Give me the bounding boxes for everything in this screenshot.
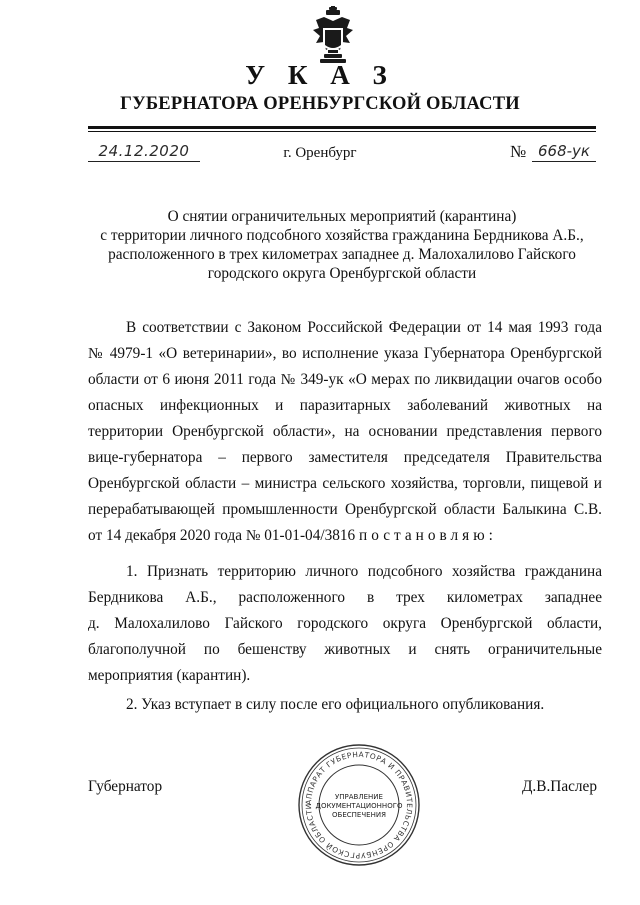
preamble-line: вице-губернатора – первого заместителя председателя Правительства — [88, 449, 602, 466]
subject-line: О снятии ограничительных мероприятий (карантина) — [167, 208, 517, 225]
seal-center-line: ОБЕСПЕЧЕНИЯ — [332, 811, 386, 819]
document-issuer: ГУБЕРНАТОРА ОРЕНБУРГСКОЙ ОБЛАСТИ — [120, 94, 520, 114]
item-2-line: 2. Указ вступает в силу после его официального опубликования. — [126, 696, 545, 713]
official-seal-stamp — [296, 742, 422, 868]
document-title: У К А З — [245, 60, 395, 90]
number-label: № — [510, 142, 527, 161]
item-2 — [88, 692, 602, 718]
decree-word: постановляю: — [359, 527, 497, 544]
preamble-line: перерабатывающей промышленности Оренбургской области Балыкина С.В. — [88, 501, 602, 518]
header-rule — [88, 126, 596, 129]
subject-line: с территории личного подсобного хозяйства гражданина Бердникова А.Б., — [100, 227, 584, 244]
preamble-line: № 4979-1 «О ветеринарии», во исполнение указа Губернатора Оренбургской — [88, 345, 602, 362]
signer-name: Д.В.Паслер — [522, 778, 597, 795]
document-date: 24.12.2020 — [88, 142, 200, 162]
signer-position: Губернатор — [88, 778, 163, 795]
preamble — [88, 315, 602, 549]
coat-of-arms-icon — [310, 6, 356, 64]
seal-center-line: УПРАВЛЕНИЕ — [335, 793, 383, 801]
preamble-line: территории Оренбургской области», на основании представления первого — [88, 423, 602, 440]
item-1 — [88, 559, 602, 689]
preamble-line: В соответствии с Законом Российской Федерации от 14 мая 1993 года — [126, 319, 602, 336]
preamble-line: области от 6 июня 2011 года № 349-ук «О мерах по ликвидации очагов особо — [88, 371, 602, 388]
item-1-line: Бердникова А.Б., расположенного в трех километрах западнее — [88, 589, 602, 606]
seal-center-line: ДОКУМЕНТАЦИОННОГО — [315, 802, 403, 810]
seal-ring-text: АППАРАТ ГУБЕРНАТОРА И ПРАВИТЕЛЬСТВА ОРЕНБУРГСКОЙ ОБЛАСТИ — [303, 749, 415, 861]
item-1-line: 1. Признать территорию личного подсобного хозяйства гражданина — [126, 563, 602, 580]
subject-line: городского округа Оренбургской области — [207, 265, 477, 282]
subject-line: расположенного в трех километрах западнее д. Малохалилово Гайского — [108, 246, 576, 263]
preamble-reference: от 14 декабря 2020 года № 01-01-04/3816 — [88, 527, 356, 544]
item-1-line: благополучной по бешенству животных и снять ограничительные — [88, 641, 602, 658]
item-1-line: мероприятия (карантин). — [88, 667, 251, 684]
document-city: г. Оренбург — [283, 145, 357, 161]
preamble-last-line — [88, 523, 602, 549]
preamble-line: опасных инфекционных и паразитарных заболеваний животных на — [88, 397, 602, 414]
preamble-line: Оренбургской области – министра сельского хозяйства, торговли, пищевой и — [88, 475, 602, 492]
header-rule-thin — [88, 131, 596, 132]
document-number: 668-ук — [532, 142, 596, 162]
item-1-line: д. Малохалилово Гайского городского округа Оренбургской области, — [88, 615, 602, 632]
document-subject — [88, 207, 596, 283]
